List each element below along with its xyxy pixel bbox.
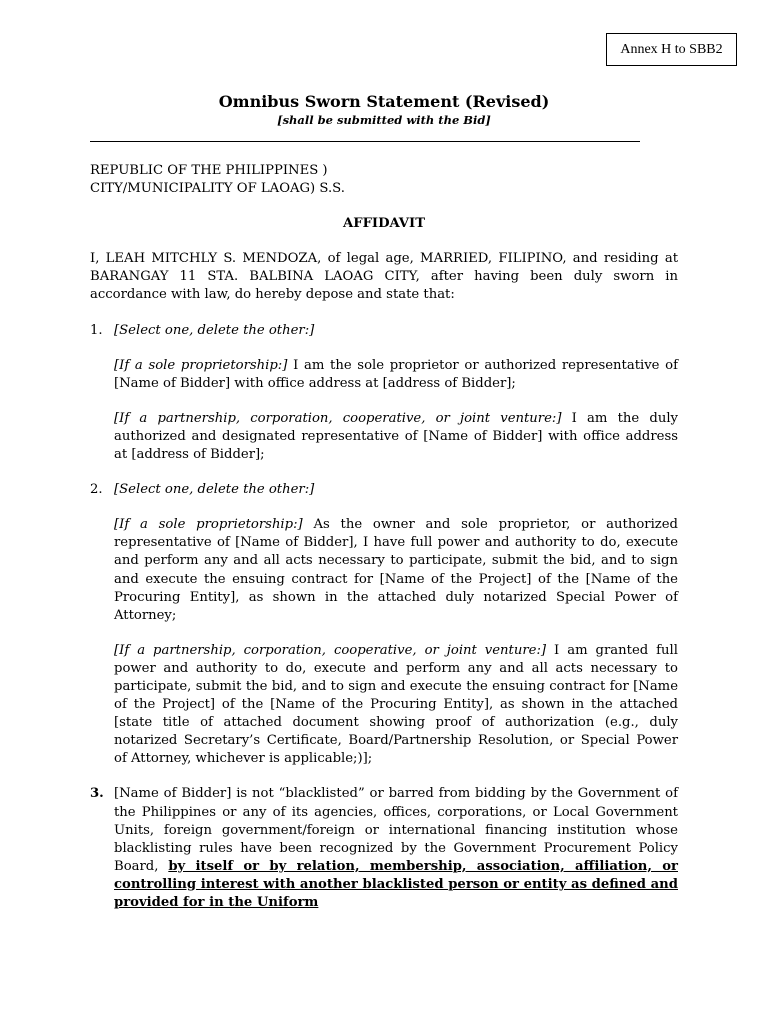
select-instruction: [Select one, delete the other:]	[114, 482, 315, 498]
option-text: I am the sole proprietor or authorized representative of [Name of Bidder] with office address at [address of Bidder];	[114, 357, 678, 391]
option-partnership	[114, 410, 678, 464]
blacklist-statement	[114, 785, 678, 912]
annex-label: Annex H to SBB2	[620, 41, 723, 57]
option-text: I am granted full power and authority to do, execute and perform any and all acts necessary to participate, submit the bid, and to sign and execute the ensuing contract for [Name of the Project] of the [Name of the Procuring Entity], as shown in the attached [state title of attached document showing proof of authorization (e.g., duly notarized Secretary’s Certificate, Board/Partnership Resolution, or Special Power of Attorney, whichever is applicable;)];	[114, 642, 678, 767]
option-label: [If a sole proprietorship:]	[114, 357, 288, 373]
option-label: [If a partnership, corporation, cooperative, or joint venture:]	[114, 410, 562, 426]
title-divider	[90, 141, 640, 142]
option-partnership	[114, 642, 678, 769]
venue-caption	[90, 162, 678, 198]
select-instruction: [Select one, delete the other:]	[114, 322, 315, 338]
affidavit-heading: AFFIDAVIT	[342, 216, 426, 232]
intro-paragraph: I, LEAH MITCHLY S. MENDOZA, of legal age, MARRIED, FILIPINO, and residing at BARANGAY 11 STA. BALBINA LAOAG CITY, after having been duly sworn in accordance with law, do hereby depose and state that:	[90, 251, 678, 303]
option-text: I am the duly authorized and designated representative of [Name of Bidder] with office address at [address of Bidder];	[114, 410, 678, 463]
annex-label-box	[606, 33, 737, 66]
caption-line-2: CITY/MUNICIPALITY OF LAOAG) S.S.	[90, 181, 345, 197]
statement-item-1	[90, 322, 678, 465]
statement-text: [Name of Bidder] is not “blacklisted” or barred from bidding by the Government of the Philippines or any of its agencies, offices, corporations, or Local Government Units, foreign government/foreign or international financing institution whose blacklisting rules have been recognized by the Government Procurement Policy Board,	[114, 786, 678, 874]
option-sole-proprietorship	[114, 516, 678, 625]
option-label: [If a partnership, corporation, cooperative, or joint venture:]	[114, 642, 547, 658]
statement-item-2	[90, 481, 678, 768]
statement-item-3	[90, 785, 678, 912]
document-body	[90, 162, 678, 912]
option-text: As the owner and sole proprietor, or authorized representative of [Name of Bidder], I have full power and authority to do, execute and perform any and all acts necessary to participate, submit the bid, and to sign and execute the ensuing contract for [Name of the Project] of the [Name of the Procuring Entity], as shown in the attached duly notarized Special Power of Attorney;	[114, 517, 678, 623]
option-label: [If a sole proprietorship:]	[114, 517, 303, 533]
document-title: Omnibus Sworn Statement (Revised)	[218, 92, 550, 111]
option-sole-proprietorship	[114, 357, 678, 393]
statement-underlined-text: by itself or by relation, membership, association, affiliation, or controlling interest with another blacklisted person or entity as defined and provided for in the Uniform	[114, 858, 678, 910]
caption-line-1: REPUBLIC OF THE PHILIPPINES )	[90, 163, 328, 178]
item-number: 2.	[90, 482, 103, 498]
item-number: 3.	[90, 786, 104, 802]
item-number: 1.	[90, 322, 103, 338]
document-subtitle: [shall be submitted with the Bid]	[277, 113, 491, 127]
